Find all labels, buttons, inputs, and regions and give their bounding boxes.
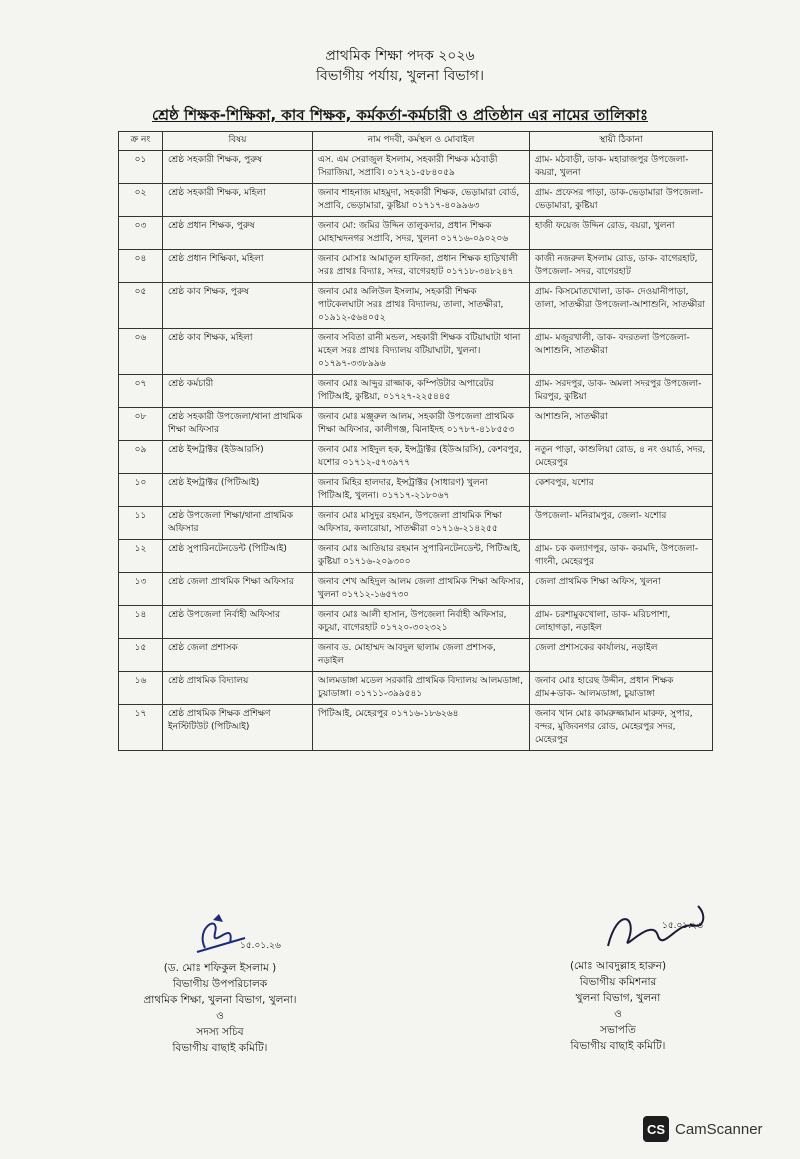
cell-address: গ্রাম- চক কল্যাণপুর, ডাক- করমদি, উপজেলা- গাংনী, মেহেরপুর [530,540,713,573]
cell-serial: ০৬ [119,329,163,375]
cell-address: উপজেলা- মনিরামপুর, জেলা- যশোর [530,507,713,540]
signature-right-line: ও [614,1008,622,1020]
signature-left-line: প্রাথমিক শিক্ষা, খুলনা বিভাগ, খুলনা। [143,994,297,1006]
table-row [119,540,713,573]
cell-address: জেলা প্রাথমিক শিক্ষা অফিস, খুলনা [530,573,713,606]
cell-address: আশাশুনি, সাতক্ষীরা [530,408,713,441]
column-header-serial: ক্র নং [119,132,163,151]
cell-address: নতুন পাড়া, কাশুলিয়া রোড, ৪ নং ওয়ার্ড, সদর, মেহেরপুর [530,441,713,474]
cell-serial: ১১ [119,507,163,540]
cell-subject: শ্রেষ্ঠ সহকারী উপজেলা/থানা প্রাথমিক শিক্ষা অফিসার [163,408,313,441]
table-row [119,375,713,408]
list-title: শ্রেষ্ঠ শিক্ষক-শিক্ষিকা, কাব শিক্ষক, কর্মকর্তা-কর্মচারী ও প্রতিষ্ঠান এর নামের তালিকাঃ [152,106,648,124]
cell-name: জনাব শাহনাজ মাহমুদা, সহকারী শিক্ষক, ভেড়ামারা বোর্ড, সপ্রাবি, ভেড়ামারা, কুষ্টিয়া ০১৭১৭-৪০৯৯৬৩ [313,184,530,217]
cell-subject: শ্রেষ্ঠ সহকারী শিক্ষক, মহিলা [163,184,313,217]
cell-serial: ০৪ [119,250,163,283]
cell-address: গ্রাম- চরশামুকখোলা, ডাক- মরিচপাশা, লোহাগড়া, নড়াইল [530,606,713,639]
cell-address: হাজী ফয়েজ উদ্দিন রোড, বয়রা, খুলনা [530,217,713,250]
signature-left-line: বিভাগীয় উপপরিচালক [172,978,268,990]
table-row [119,573,713,606]
cell-serial: ১৭ [119,705,163,751]
camscanner-text: CamScanner [675,1120,763,1138]
signature-left-date: ১৫.০১.২৬ [240,941,281,951]
cell-name: জনাব মোঃ আব্দুর রাজ্জাক, কম্পিউটার অপারেটর পিটিআই, কুষ্টিয়া, ০১৭২৭-২২৫৪৪৫ [313,375,530,408]
nominee-table [118,131,713,751]
cell-subject: শ্রেষ্ঠ সুপারিনটেনডেন্ট (পিটিআই) [163,540,313,573]
cell-address: জনাব খান মোঃ কামরুজ্জামান মারুফ, সুপার, বন্দর, মুজিবনগর রোড, মেহেরপুর সদর, মেহেরপুর [530,705,713,751]
table-row [119,639,713,672]
table-row [119,217,713,250]
table-row [119,329,713,375]
camscanner-watermark [643,1116,763,1142]
table-row [119,507,713,540]
signature-right-line: (মোঃ আবদুল্লাহ হারুন) [569,960,667,972]
cell-subject: শ্রেষ্ঠ জেলা প্রশাসক [163,639,313,672]
cell-subject: শ্রেষ্ঠ প্রধান শিক্ষক, পুরুষ [163,217,313,250]
cell-serial: ০২ [119,184,163,217]
table-row [119,151,713,184]
cell-serial: ১০ [119,474,163,507]
cell-serial: ০৫ [119,283,163,329]
signature-left-line: ও [216,1010,224,1022]
cell-name: জনাব মোঃ আতিয়ার রহমান সুপারিনটেনডেন্ট, পিটিআই, কুষ্টিয়া ০১৭১৬-২০৯৩০০ [313,540,530,573]
signature-right-line: সভাপতি [600,1024,636,1036]
cell-subject: শ্রেষ্ঠ সহকারী শিক্ষক, পুরুষ [163,151,313,184]
cell-name: জনাব মোসাঃ আমাতুল হাফিজা, প্রধান শিক্ষক হাড়িখালী সরঃ প্রাথঃ বিদ্যাঃ, সদর, বাগেরহাট ০১৭১৮-৩৪৮২৪৭ [313,250,530,283]
cell-subject: শ্রেষ্ঠ ইন্সট্রাক্টর (পিটিআই) [163,474,313,507]
cell-serial: ১৩ [119,573,163,606]
cell-serial: ১২ [119,540,163,573]
cell-serial: ১৫ [119,639,163,672]
cell-serial: ০১ [119,151,163,184]
table-row [119,250,713,283]
cell-name: জনাব মোঃ অলিউল ইসলাম, সহকারী শিক্ষক পাটকেলঘাটা সরঃ প্রাথঃ বিদ্যালয়, তালা, সাতক্ষীরা, ০১৯১২-৫৬৪০৫২ [313,283,530,329]
signature-left-line: (ড. মোঃ শফিকুল ইসলাম ) [163,962,277,974]
cell-name: জনাব ড. মোহাম্মদ আবদুল ছালাম জেলা প্রশাসক, নড়াইল [313,639,530,672]
cell-address: জনাব মোঃ হারেছ উদ্দীন, প্রধান শিক্ষক গ্রাম+ডাক- আলমডাঙ্গা, চুয়াডাঙ্গা [530,672,713,705]
table-row [119,705,713,751]
cell-address: গ্রাম- প্রফেসর পাড়া, ডাক-ভেড়ামারা উপজেলা- ভেড়ামারা, কুষ্টিয়া [530,184,713,217]
column-header-name: নাম পদবী, কর্মস্থল ও মোবাইল [313,132,530,151]
signature-left-line: বিভাগীয় বাছাই কমিটি। [172,1042,268,1054]
column-header-subject: বিষয় [163,132,313,151]
table-row [119,474,713,507]
cell-address: কেশবপুর, যশোর [530,474,713,507]
table-row [119,606,713,639]
cell-serial: ১৬ [119,672,163,705]
cell-serial: ০৯ [119,441,163,474]
cell-serial: ১৪ [119,606,163,639]
cell-serial: ০৮ [119,408,163,441]
cell-name: জনাব মোঃ আলী হাসান, উপজেলা নির্বাহী অফিসার, কচুয়া, বাগেরহাট ০১৭২০-৩০২৩২১ [313,606,530,639]
cell-address: কাজী নজরুল ইসলাম রোড, ডাক- বাগেরহাট, উপজেলা- সদর, বাগেরহাট [530,250,713,283]
signature-right-line: বিভাগীয় কমিশনার [579,976,657,988]
cell-name: জনাব মিহির হালদার, ইন্সট্রাক্টর (সাধারণ) খুলনা পিটিআই, খুলনা। ০১৭১৭-২১৮০৬৭ [313,474,530,507]
cell-subject: শ্রেষ্ঠ কাব শিক্ষক, মহিলা [163,329,313,375]
header-line-2: বিভাগীয় পর্যায়, খুলনা বিভাগ। [316,68,484,84]
cell-address: গ্রাম- কিসমোতখোলা, ডাক- দেওয়ানীপাড়া, তালা, সাতক্ষীরা উপজেলা-আশাশুনি, সাতক্ষীরা [530,283,713,329]
cell-subject: শ্রেষ্ঠ প্রাথমিক বিদ্যালয় [163,672,313,705]
cell-name: জনাব মো: জমির উদ্দিন তালুকদার, প্রধান শিক্ষক মোহাম্মদনগর সপ্রাবি, সদর, খুলনা ০১৭১৬-০৯০২০৬ [313,217,530,250]
column-header-address: স্থায়ী ঠিকানা [530,132,713,151]
cell-address: গ্রাম- মঠবাড়ী, ডাক- মহারাজপুর উপজেলা- কয়রা, খুলনা [530,151,713,184]
cell-name: জনাব মোঃ সাইদুল হক, ইন্সট্রাক্টর (ইউআরসি), কেশবপুর, যশোর ০১৭১২-৫৭৩৯৭৭ [313,441,530,474]
table-row [119,408,713,441]
camscanner-logo-icon: CS [643,1116,669,1142]
cell-subject: শ্রেষ্ঠ ইন্সট্রাক্টর (ইউআরসি) [163,441,313,474]
signature-right-line: বিভাগীয় বাছাই কমিটি। [570,1040,666,1052]
table-row [119,672,713,705]
table-row [119,283,713,329]
signature-right-date: ১৫.০১.২৬ [662,921,703,931]
cell-name: আলমডাঙ্গা মডেল সরকারি প্রাথমিক বিদ্যালয় আলমডাঙ্গা, চুয়াডাঙ্গা। ০১৭১১-৩৯৯৫৪১ [313,672,530,705]
table-row [119,184,713,217]
cell-subject: শ্রেষ্ঠ প্রাথমিক শিক্ষক প্রশিক্ষণ ইনস্টিটিউট (পিটিআই) [163,705,313,751]
cell-name: পিটিআই, মেহেরপুর ০১৭১৬-১৮৬২৬৪ [313,705,530,751]
signature-right-line: খুলনা বিভাগ, খুলনা [575,992,661,1004]
header-line-1: প্রাথমিক শিক্ষা পদক ২০২৬ [325,48,475,64]
cell-address: গ্রাম- মজুরখালী, ডাক- বদরতলা উপজেলা-আশাশুনি, সাতক্ষীরা [530,329,713,375]
cell-address: জেলা প্রশাসকের কার্যালয়, নড়াইল [530,639,713,672]
table-row [119,441,713,474]
cell-serial: ০৩ [119,217,163,250]
cell-subject: শ্রেষ্ঠ প্রধান শিক্ষিকা, মহিলা [163,250,313,283]
cell-name: জনাব সবিতা রানী মন্ডল, সহকারী শিক্ষক বটিয়াঘাটা থানা মহেল সরঃ প্রাথঃ বিদ্যালয় বটিয়াঘাটা, খুলনা। ০১৭৯৭-৩৩৮৯৯৬ [313,329,530,375]
signature-block-right [528,958,708,1054]
cell-name: জনাব মোঃ মঞ্জুরুল আলম, সহকারী উপজেলা প্রাথমিক শিক্ষা অফিসার, কালীগঞ্জ, ঝিনাইদহ ০১৭৮৭-৪১৮৫৫৩ [313,408,530,441]
signature-left-line: সদস্য সচিব [196,1026,244,1038]
cell-subject: শ্রেষ্ঠ উপজেলা শিক্ষা/থানা প্রাথমিক অফিসার [163,507,313,540]
table-body [119,151,713,751]
table-header-row [119,132,713,151]
signature-block-left [120,960,320,1056]
cell-name: জনাব শেখ অহিদুল আলম জেলা প্রাথমিক শিক্ষা অফিসার, খুলনা ০১৭১২-১৬৫৭৩০ [313,573,530,606]
cell-address: গ্রাম- সরদপুর, ডাক- অমলা সদরপুর উপজেলা- মিরপুর, কুষ্টিয়া [530,375,713,408]
cell-name: জনাব মোঃ মাসুদুর রহমান, উপজেলা প্রাথমিক শিক্ষা অফিসার, কলারোয়া, সাতক্ষীরা ০১৭১৬-২১৪২৫৫ [313,507,530,540]
cell-subject: শ্রেষ্ঠ উপজেলা নির্বাহী অফিসার [163,606,313,639]
cell-subject: শ্রেষ্ঠ জেলা প্রাথমিক শিক্ষা অফিসার [163,573,313,606]
cell-subject: শ্রেষ্ঠ কর্মচারী [163,375,313,408]
cell-subject: শ্রেষ্ঠ কাব শিক্ষক, পুরুষ [163,283,313,329]
cell-serial: ০৭ [119,375,163,408]
cell-name: এস. এম সেরাজুল ইসলাম, সহকারী শিক্ষক মঠবাড়ী সিরাজিয়া, সপ্রাবি। ০১৭২১-৫৮৪০৫৯ [313,151,530,184]
